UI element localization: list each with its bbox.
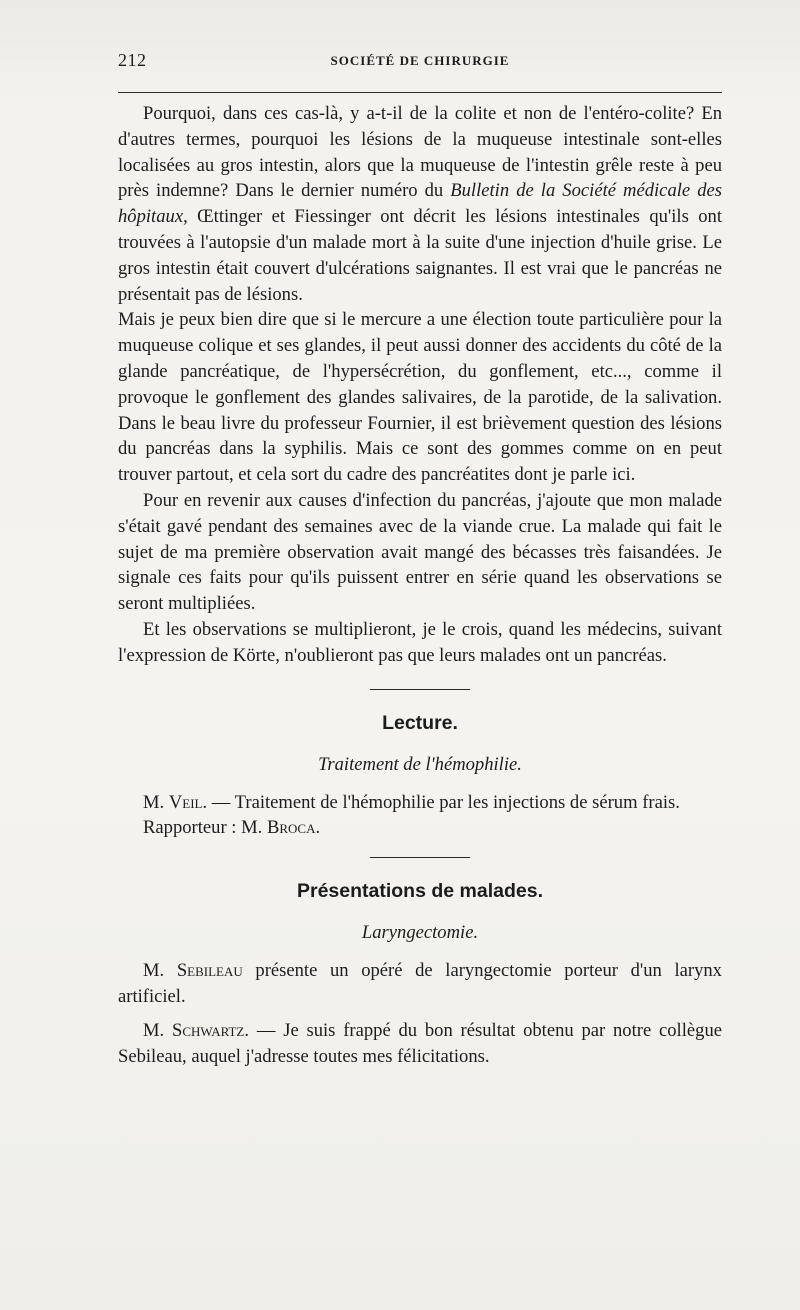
bulletin-title: Bulletin de la Société médicale des hôpitaux: [118, 180, 722, 228]
presentations-heading: Présentations de malades.: [296, 880, 544, 903]
presentation-entry-text: présente un opéré de laryngectomie porteur d'un larynx artificiel.: [118, 960, 722, 1007]
lecture-heading: Lecture.: [382, 711, 458, 734]
body-text: [118, 101, 722, 1069]
presentation-entry: [118, 958, 722, 1010]
lecture-subheading: Traitement de l'hémophilie.: [318, 753, 522, 775]
discussion-entry-prefix: M.: [143, 1019, 172, 1041]
discussion-entry: [118, 1018, 722, 1070]
running-head: SOCIÉTÉ DE CHIRURGIE: [330, 53, 510, 68]
paragraph-4: Et les observations se multiplieront, je le crois, quand les médecins, suivant l'expression de Körte, n'oublieront pas que leurs malades ont un pancréas.: [118, 618, 722, 666]
paragraph-1-text-b: , Œttinger et Fiessinger ont décrit les lésions intestinales qu'ils ont trouvées à l'autopsie d'un malade mort à la suite d'une injection d'huile grise. Le gros intestin était couvert d'ulcérations saignantes. Il est vrai que le pancréas ne présentait pas de lésions.: [118, 206, 722, 305]
header-rule: [118, 92, 722, 93]
discussion-entry-text: . — Je suis frappé du bon résultat obtenu par notre collègue Sebileau, auquel j'adresse toutes mes félicitations.: [118, 1019, 722, 1067]
author-name-schwartz: Schwartz: [171, 1019, 245, 1041]
presentations-subheading: Laryngectomie.: [361, 922, 479, 944]
rapporteur-line: [118, 815, 722, 841]
paragraph-2: Mais je peux bien dire que si le mercure a une élection toute particulière pour la muqueuse colique et ses glandes, il peut aussi donner des accidents du côté de la glande pancréatique, de l'hypersécrétion, du gonflement, etc..., comme il provoque le gonflement des glandes salivaires, de la parotide, de la salivation. Dans le beau livre du professeur Fournier, il est brièvement question des lésions du pancréas dans la syphilis. Mais ce sont des gommes comme on en peut trouver partout, et cela sort du cadre des pancréatites dont je parle ici.: [118, 309, 722, 486]
section-separator: [370, 689, 470, 690]
author-name-broca: Broca: [266, 817, 316, 839]
page-header: [118, 50, 722, 74]
paragraph-3: Pour en revenir aux causes d'infection du pancréas, j'ajoute que mon malade s'était gavé pendant des semaines avec de la viande crue. La malade qui fait le sujet de ma première observation avait mangé des bécasses très faisandées. Je signale ces faits pour qu'ils puissent entrer en série quand les observations se seront multipliées.: [118, 489, 722, 615]
lecture-entry-prefix: M.: [143, 791, 169, 813]
page-number: 212: [118, 50, 147, 70]
rapporteur-prefix: Rapporteur : M.: [143, 817, 267, 839]
rapporteur-suffix: .: [315, 817, 321, 839]
lecture-entry: [118, 790, 722, 816]
presentation-entry-prefix: M.: [143, 960, 177, 982]
paragraph-1-text-a: Pourquoi, dans ces cas-là, y a-t-il de la colite et non de l'entéro-colite? En d'autres termes, pourquoi les lésions de la muqueuse intestinale sont-elles localisées au gros intestin, alors que la muqueuse de l'intestin grêle reste à peu près indemne? Dans le dernier numéro du: [118, 103, 722, 202]
author-name-veil: Veil: [168, 791, 203, 813]
section-separator: [370, 857, 470, 858]
lecture-entry-text: . — Traitement de l'hémophilie par les injections de sérum frais.: [202, 791, 680, 813]
author-name-sebileau: Sebileau: [176, 960, 243, 982]
paragraph-1: [118, 101, 722, 307]
